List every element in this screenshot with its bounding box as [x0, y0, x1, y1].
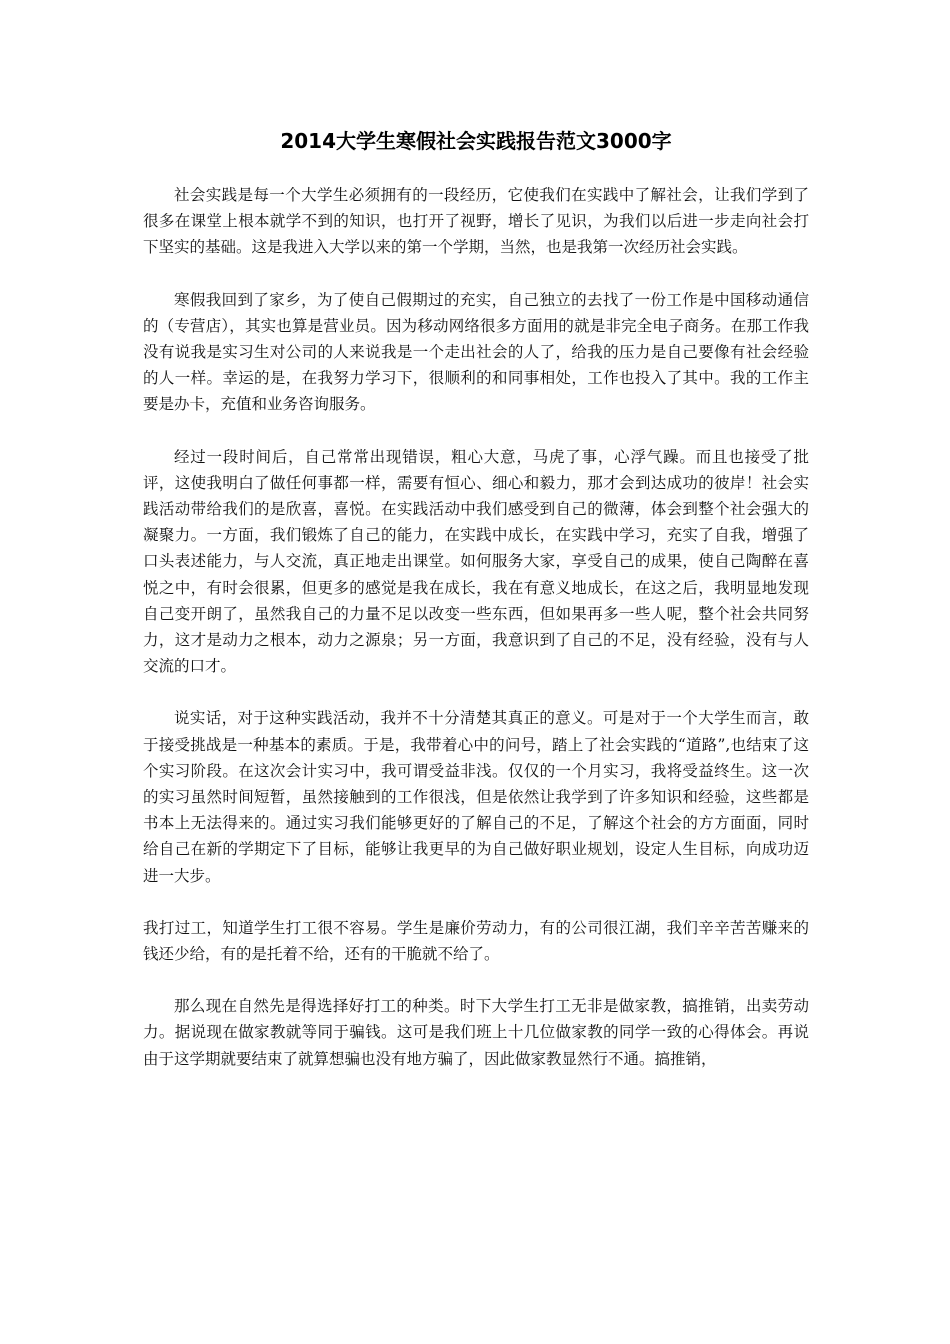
- page-title: 2014大学生寒假社会实践报告范文3000字: [280, 129, 672, 153]
- paragraph-4: 说实话，对于这种实践活动，我并不十分清楚其真正的意义。可是对于一个大学生而言，敢于接受挑战是一种基本的素质。于是，我带着心中的问号，踏上了社会实践的“道路”,也结束了这个实习阶段。在这次会计实习中，我可谓受益非浅。仅仅的一个月实习，我将受益终生。这一次的实习虽然时间短暂，虽然接触到的工作很浅，但是依然让我学到了许多知识和经验，这些都是书本上无法得来的。通过实习我们能够更好的了解自己的不足，了解这个社会的方方面面，同时给自己在新的学期定下了目标，能够让我更早的为自己做好职业规划，设定人生目标，向成功迈进一大步。: [143, 709, 809, 885]
- paragraph-1: 社会实践是每一个大学生必须拥有的一段经历，它使我们在实践中了解社会，让我们学到了很多在课堂上根本就学不到的知识，也打开了视野，增长了见识，为我们以后进一步走向社会打下坚实的基础。这是我进入大学以来的第一个学期，当然，也是我第一次经历社会实践。: [143, 186, 809, 257]
- paragraph-5: 我打过工，知道学生打工很不容易。学生是廉价劳动力，有的公司很江湖，我们辛辛苦苦赚来的钱还少给，有的是托着不给，还有的干脆就不给了。: [143, 918, 809, 964]
- paragraph-3: 经过一段时间后，自己常常出现错误，粗心大意，马虎了事，心浮气躁。而且也接受了批评，这使我明白了做任何事都一样，需要有恒心、细心和毅力，那才会到达成功的彼岸！社会实践活动带给我们的是欣喜，喜悦。在实践活动中我们感受到自己的微薄，体会到整个社会强大的凝聚力。一方面，我们锻炼了自己的能力，在实践中成长，在实践中学习，充实了自我，增强了口头表述能力，与人交流，真正地走出课堂。如何服务大家，享受自己的成果，使自己陶醉在喜悦之中，有时会很累，但更多的感觉是我在成长，我在有意义地成长，在这之后，我明显地发现自己变开朗了，虽然我自己的力量不足以改变一些东西，但如果再多一些人呢，整个社会共同努力，这才是动力之根本，动力之源泉；另一方面，我意识到了自己的不足，没有经验，没有与人交流的口才。: [143, 447, 809, 676]
- paragraph-6: 那么现在自然先是得选择好打工的种类。时下大学生打工无非是做家教，搞推销，出卖劳动力。据说现在做家教就等同于骗钱。这可是我们班上十几位做家教的同学一致的心得体会。再说由于这学期就要结束了就算想骗也没有地方骗了，因此做家教显然行不通。搞推销，: [143, 997, 809, 1068]
- document-body: [143, 182, 809, 1098]
- paragraph-2: 寒假我回到了家乡，为了使自己假期过的充实，自己独立的去找了一份工作是中国移动通信的（专营店），其实也算是营业员。因为移动网络很多方面用的就是非完全电子商务。在那工作我没有说我是实习生对公司的人来说我是一个走出社会的人了，给我的压力是自己要像有社会经验的人一样。幸运的是，在我努力学习下，很顺利的和同事相处，工作也投入了其中。我的工作主要是办卡，充值和业务咨询服务。: [143, 290, 809, 414]
